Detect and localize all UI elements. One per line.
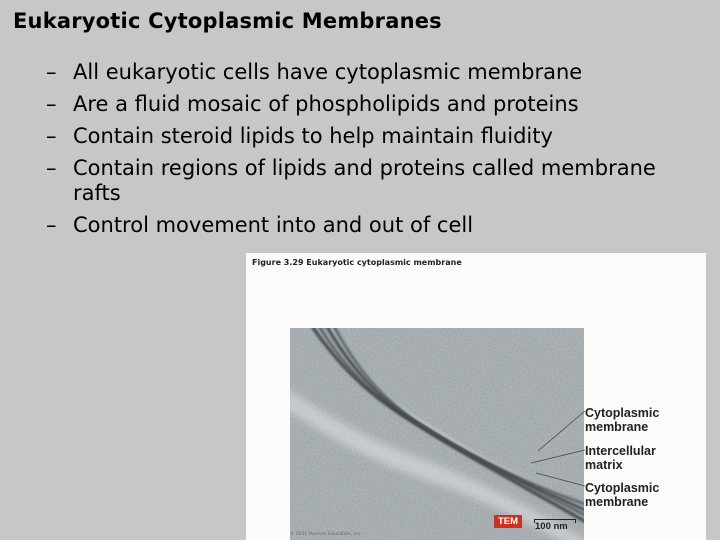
label-cytoplasmic-membrane-top xyxy=(585,406,705,434)
bullet-text: Are a fluid mosaic of phospholipids and proteins xyxy=(73,92,579,116)
micrograph-image xyxy=(290,328,584,540)
bullet-dash: – xyxy=(46,60,57,84)
bullet-text: Contain regions of lipids and proteins called membrane rafts xyxy=(73,156,656,205)
figure-caption: Figure 3.29 Eukaryotic cytoplasmic membrane xyxy=(252,258,462,267)
copyright-note: © 2011 Pearson Education, Inc. xyxy=(290,532,362,537)
bullet-list xyxy=(46,60,706,245)
label-line: membrane xyxy=(585,420,649,434)
bullet-text: All eukaryotic cells have cytoplasmic membrane xyxy=(73,60,583,84)
label-line: Cytoplasmic xyxy=(585,481,660,495)
bullet-text: Control movement into and out of cell xyxy=(73,212,474,237)
label-line: Cytoplasmic xyxy=(585,406,660,420)
bullet-item xyxy=(46,156,706,205)
bullet-dash: – xyxy=(46,156,57,180)
bullet-dash: – xyxy=(46,212,57,237)
slide-title: Eukaryotic Cytoplasmic Membranes xyxy=(13,9,442,33)
bullet-text: Contain steroid lipids to help maintain fluidity xyxy=(73,124,553,148)
bullet-item xyxy=(46,124,706,149)
label-line: matrix xyxy=(585,458,623,472)
label-cytoplasmic-membrane-bottom xyxy=(585,481,705,509)
bullet-item xyxy=(46,92,706,117)
tem-badge: TEM xyxy=(494,515,522,528)
bullet-item xyxy=(46,213,706,238)
label-line: Intercellular xyxy=(585,444,656,458)
label-intercellular-matrix xyxy=(585,444,705,472)
figure-panel xyxy=(246,253,706,540)
scale-label: 100 nm xyxy=(535,521,568,532)
label-line: membrane xyxy=(585,495,649,509)
bullet-item xyxy=(46,60,706,85)
bullet-dash: – xyxy=(46,92,57,116)
tem-micrograph xyxy=(290,328,584,540)
bullet-dash: – xyxy=(46,124,57,148)
